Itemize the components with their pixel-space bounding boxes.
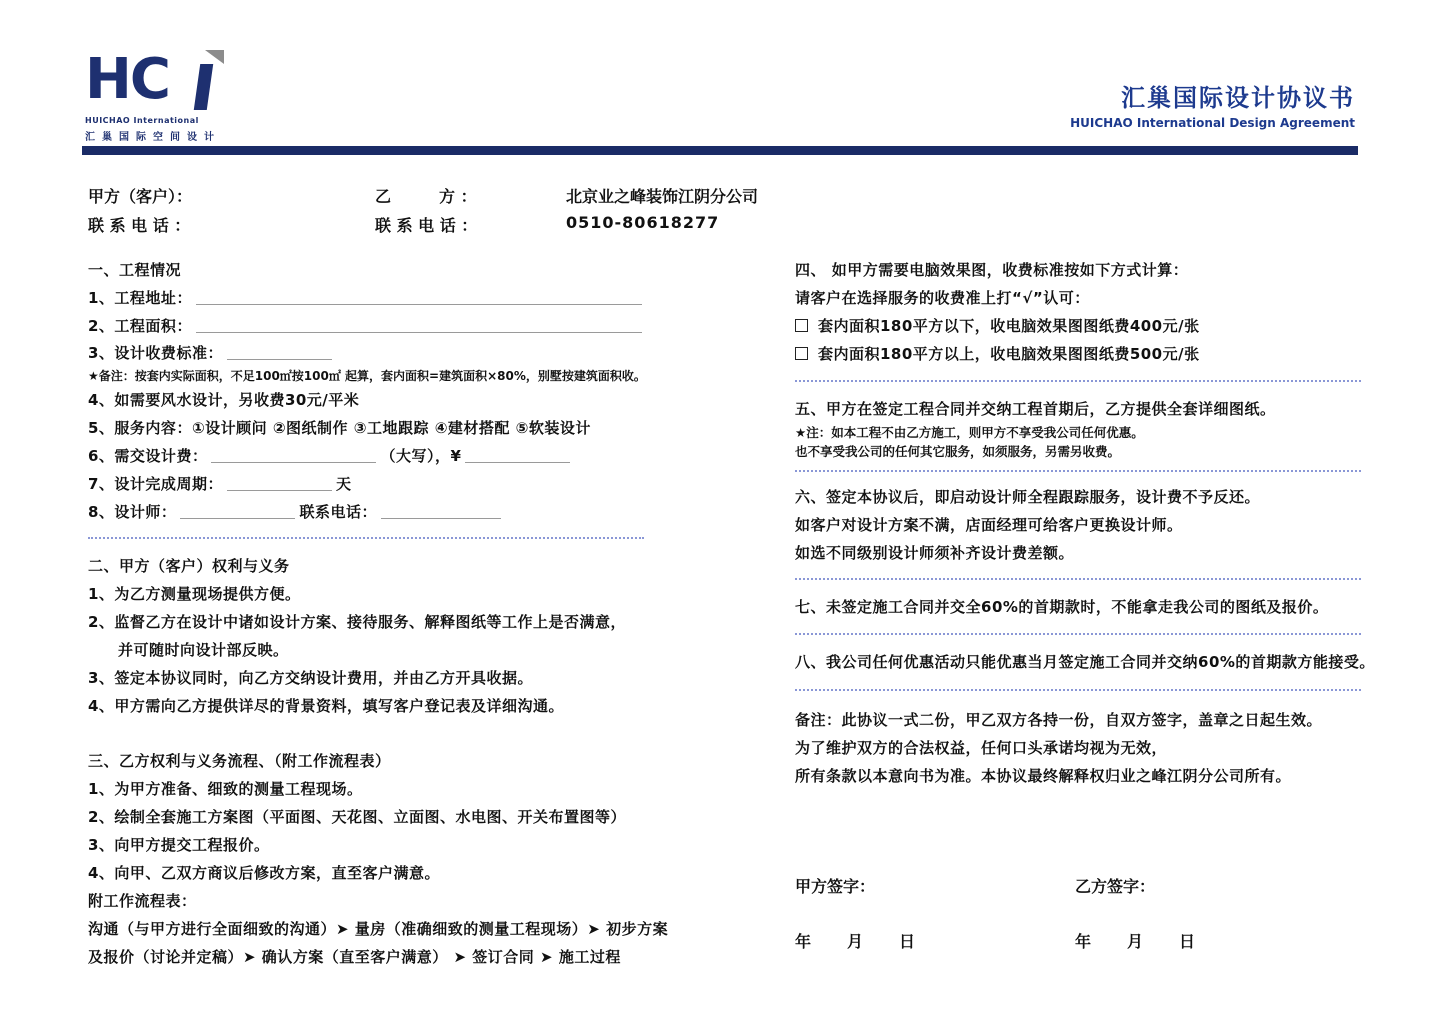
document-subtitle: HUICHAO International Design Agreement (1070, 116, 1355, 130)
section-4-title: 四、 如甲方需要电脑效果图，收费标准按如下方式计算： (795, 260, 1189, 279)
design-cycle-field[interactable] (227, 475, 332, 491)
render-fee-option-2-label: 套内面积180平方以上，收电脑效果图图纸费500元/张 (818, 344, 1200, 363)
designer-phone-field[interactable] (381, 503, 501, 519)
logo-subtitle-en: HUICHAO International (85, 116, 199, 125)
party-b-date (1075, 929, 1355, 952)
year-label: 年 (1075, 931, 1092, 951)
workflow-label: 附工作流程表： (88, 891, 197, 910)
section-6-line-1: 六、签定本协议后，即启动设计师全程跟踪服务，设计费不予反还。 (795, 487, 1261, 506)
remarks-line-2: 为了维护双方的合法权益，任何口头承诺均视为无效， (795, 738, 1168, 757)
section-4-subtitle: 请客户在选择服务的收费准上打“√”认可： (795, 288, 1090, 307)
day-label: 日 (899, 931, 916, 951)
party-a-phone-label: 联 系 电 话 ： (88, 216, 191, 235)
design-fee-label: 6、需交设计费： (88, 446, 208, 465)
project-area-field[interactable] (196, 317, 642, 333)
logo-hc-text: HC (85, 47, 169, 112)
workflow-line-1: 沟通（与甲方进行全面细致的沟通）➤ 量房（准确细致的测量工程现场）➤ 初步方案 (88, 919, 669, 938)
day-label: 日 (1179, 931, 1196, 951)
party-b-signature-label: 乙方签字： (1075, 876, 1156, 896)
parties-section (88, 184, 1358, 242)
service-content-line: 5、服务内容：①设计顾问 ②图纸制作 ③工地跟踪 ④建材搭配 ⑤软装设计 (88, 418, 591, 437)
left-column (88, 255, 669, 970)
section-5-note-1: ★注：如本工程不由乙方施工，则甲方不享受我公司任何优惠。 (795, 424, 1144, 440)
design-fee-amount-field[interactable] (465, 447, 570, 463)
month-label: 月 (1127, 931, 1144, 951)
fee-standard-line (88, 339, 644, 365)
party-row-1 (88, 184, 1358, 213)
design-fee-mid-label: （大写），¥ (380, 446, 462, 465)
section-5-title: 五、甲方在签定工程合同并交纳工程首期后，乙方提供全套详细图纸。 (795, 399, 1276, 418)
company-logo (85, 47, 305, 143)
party-a-label: 甲方（客户）： (88, 187, 193, 206)
section-3-item: 1、为甲方准备、细致的测量工程现场。 (88, 779, 363, 798)
party-b-phone-label: 联 系 电 话 ： (375, 216, 478, 235)
dotted-separator (795, 675, 1361, 705)
project-address-line (88, 283, 644, 311)
section-2-title: 二、甲方（客户）权利与义务 (88, 556, 290, 575)
section-8-line: 八、我公司任何优惠活动只能优惠当月签定施工合同并交纳60%的首期款方能接受。 (795, 652, 1375, 671)
section-6-line-3: 如选不同级别设计师须补齐设计费差额。 (795, 543, 1075, 562)
workflow-line-2: 及报价（讨论并定稿）➤ 确认方案（直至客户满意） ➤ 签订合同 ➤ 施工过程 (88, 947, 621, 966)
project-area-line (88, 311, 644, 339)
section-2-item: 2、监督乙方在设计中诸如设计方案、接待服务、解释图纸等工作上是否满意， (88, 612, 626, 631)
dotted-separator (88, 525, 644, 551)
document-title: 汇巢国际设计协议书 (1121, 84, 1355, 112)
designer-phone-label: 联系电话： (299, 502, 377, 521)
section-3-item: 2、绘制全套施工方案图（平面图、天花图、立面图、水电图、开关布置图等） (88, 807, 626, 826)
section-5-note-2: 也不享受我公司的任何其它服务，如须服务，另需另收费。 (795, 443, 1121, 459)
checkbox-icon[interactable] (795, 319, 808, 332)
checkbox-icon[interactable] (795, 347, 808, 360)
render-fee-option-1-label: 套内面积180平方以下，收电脑效果图图纸费400元/张 (818, 316, 1200, 335)
design-cycle-label: 7、设计完成周期： (88, 474, 223, 493)
signature-gap (795, 789, 1361, 871)
section-2-item: 3、签定本协议同时，向乙方交纳设计费用，并由乙方开具收据。 (88, 668, 533, 687)
designer-label: 8、设计师： (88, 502, 177, 521)
section-1-title: 一、工程情况 (88, 260, 182, 279)
party-a-date (795, 929, 1075, 952)
dotted-separator (795, 620, 1361, 647)
party-row-2 (88, 213, 1358, 242)
render-fee-option-1 (795, 311, 1361, 339)
signature-row (795, 871, 1361, 899)
project-area-label: 2、工程面积： (88, 316, 192, 335)
header-divider-bar (82, 146, 1358, 155)
section-3-title: 三、乙方权利与义务流程、（附工作流程表） (88, 751, 391, 770)
section-2-item: 并可随时向设计部反映。 (118, 640, 289, 659)
section-3-item: 3、向甲方提交工程报价。 (88, 835, 270, 854)
date-row (795, 926, 1361, 954)
year-label: 年 (795, 931, 812, 951)
section-3-item: 4、向甲、乙双方商议后修改方案，直至客户满意。 (88, 863, 440, 882)
fee-note: ★备注：按套内实际面积，不足100㎡按100㎡ 起算，套内面积=建筑面积×80%，别墅按建筑面积收。 (88, 368, 646, 383)
design-fee-words-field[interactable] (211, 447, 376, 463)
section-7-line: 七、未签定施工合同并交全60%的首期款时，不能拿走我公司的图纸及报价。 (795, 597, 1329, 616)
fee-standard-field[interactable] (227, 344, 332, 360)
party-a-signature-label: 甲方签字： (795, 876, 876, 896)
section-2-item: 1、为乙方测量现场提供方便。 (88, 584, 301, 603)
render-fee-option-2 (795, 339, 1361, 367)
section-2-item: 4、甲方需向乙方提供详尽的背景资料，填写客户登记表及详细沟通。 (88, 696, 564, 715)
project-address-label: 1、工程地址： (88, 288, 192, 307)
logo-i-stem (194, 64, 213, 110)
logo-flag-icon (205, 50, 224, 64)
dotted-separator (795, 367, 1361, 394)
remarks-line-1: 备注：此协议一式二份，甲乙双方各持一份，自双方签字，盖章之日起生效。 (795, 710, 1323, 729)
designer-name-field[interactable] (180, 503, 295, 519)
designer-line (88, 497, 644, 525)
fengshui-line: 4、如需要风水设计，另收费30元/平米 (88, 390, 360, 409)
dotted-separator (795, 566, 1361, 592)
project-address-field[interactable] (196, 289, 642, 305)
logo-subtitle-cn: 汇巢国际空间设计 (85, 132, 221, 143)
document-title-block (1070, 78, 1355, 130)
design-cycle-unit: 天 (335, 474, 352, 493)
date-gap (795, 899, 1361, 926)
party-b-value: 北京业之峰装饰江阴分公司 (566, 187, 759, 206)
section-6-line-2: 如客户对设计方案不满，店面经理可给客户更换设计师。 (795, 515, 1183, 534)
section-gap (88, 719, 644, 746)
right-column (795, 255, 1375, 954)
month-label: 月 (847, 931, 864, 951)
party-b-label: 乙 方 ： (375, 187, 477, 206)
design-fee-line (88, 441, 644, 469)
party-b-phone-value: 0510-80618277 (566, 213, 720, 232)
logo-mark (85, 47, 305, 112)
dotted-separator (795, 460, 1361, 482)
fee-standard-label: 3、设计收费标准： (88, 343, 223, 362)
remarks-line-3: 所有条款以本意向书为准。本协议最终解释权归业之峰江阴分公司所有。 (795, 766, 1292, 785)
design-cycle-line (88, 469, 644, 497)
